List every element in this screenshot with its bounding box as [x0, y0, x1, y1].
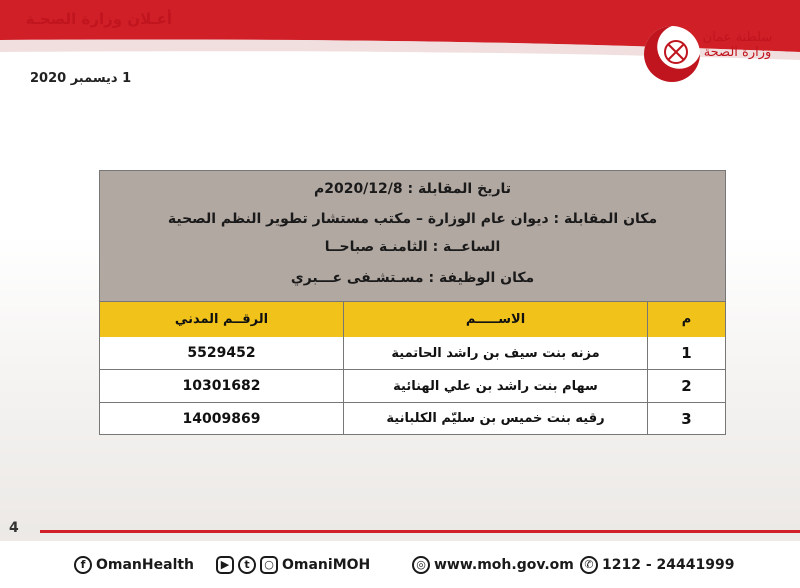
table-row: [100, 337, 725, 370]
header-num: م: [647, 302, 725, 337]
facebook-handle: OmanHealth: [96, 557, 195, 573]
phone-contact[interactable]: [580, 553, 734, 577]
announcement-title: أعـلان وزارة الصحـة: [25, 10, 172, 28]
page-number: 4: [9, 520, 19, 536]
youtube-icon[interactable]: ▶: [216, 556, 234, 574]
table-header-row: [100, 301, 725, 338]
interview-date: تاريخ المقابلة : 2020/12/8م: [313, 181, 512, 197]
footer-divider: [40, 530, 800, 533]
facebook-link[interactable]: [74, 553, 194, 577]
announcement-date: 1 ديسمبر 2020: [30, 71, 132, 86]
job-place: مكان الوظيفة : مسـتشـفى عـــبري: [290, 270, 535, 286]
interview-info: [100, 171, 725, 301]
header-civil-id: الرقــم المدني: [174, 312, 269, 327]
phone-number: 1212 - 24441999: [602, 557, 735, 573]
website-url: www.moh.gov.om: [434, 557, 574, 573]
twitter-icon[interactable]: t: [238, 556, 256, 574]
phone-icon: ✆: [580, 556, 598, 574]
instagram-icon[interactable]: ○: [260, 556, 278, 574]
interview-table: [99, 170, 726, 435]
row-civil-id: 10301682: [182, 378, 261, 394]
row-num: 3: [647, 403, 725, 434]
social-links: [216, 553, 370, 577]
row-civil-id: 5529452: [187, 345, 256, 361]
logo-line-2: وزارة الصحة: [703, 45, 772, 60]
ministry-logo-text: [685, 30, 790, 60]
row-name: مزنه بنت سيف بن راشد الحاتمية: [343, 337, 647, 369]
logo-line-1: سلطنة عمان: [702, 30, 773, 45]
table-row: [100, 370, 725, 403]
header-name: الاســـــم: [343, 302, 647, 337]
facebook-icon: f: [74, 556, 92, 574]
website-link[interactable]: [412, 553, 574, 577]
contact-footer: [0, 541, 800, 588]
globe-icon: ◎: [412, 556, 430, 574]
row-name: سهام بنت راشد بن علي الهنائية: [343, 370, 647, 402]
row-num: 1: [647, 337, 725, 369]
row-num: 2: [647, 370, 725, 402]
table-row: [100, 403, 725, 434]
row-civil-id: 14009869: [182, 410, 261, 427]
interview-place: مكان المقابلة : ديوان عام الوزارة – مكتب مستشار تطوير النظم الصحية: [167, 211, 658, 227]
row-name: رقيه بنت خميس بن سليّم الكلبانية: [343, 403, 647, 434]
social-handle[interactable]: OmaniMOH: [282, 557, 371, 573]
interview-time: الساعــة : الثامنـة صباحــا: [324, 239, 501, 255]
